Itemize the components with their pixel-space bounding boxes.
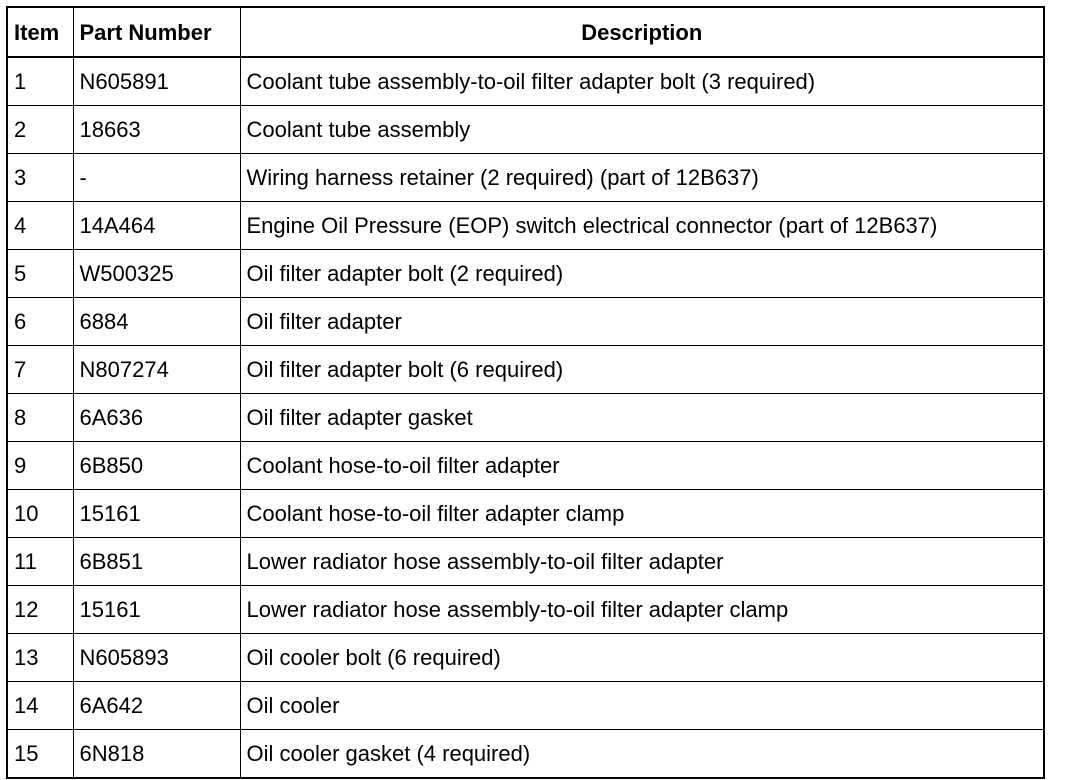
cell-item: 11: [7, 538, 73, 586]
table-row: [7, 57, 1044, 106]
table-row: [7, 106, 1044, 154]
cell-part-number: 6A642: [73, 682, 240, 730]
header-row: [7, 7, 1044, 57]
cell-item: 14: [7, 682, 73, 730]
header-part-number: Part Number: [73, 7, 240, 57]
cell-description: Engine Oil Pressure (EOP) switch electrical connector (part of 12B637): [240, 202, 1044, 250]
table-body: [7, 57, 1044, 778]
table-row: [7, 634, 1044, 682]
table-row: [7, 538, 1044, 586]
cell-description: Coolant hose-to-oil filter adapter clamp: [240, 490, 1044, 538]
table-row: [7, 586, 1044, 634]
cell-part-number: 14A464: [73, 202, 240, 250]
cell-item: 3: [7, 154, 73, 202]
table-row: [7, 730, 1044, 779]
table-row: [7, 394, 1044, 442]
cell-description: Wiring harness retainer (2 required) (part of 12B637): [240, 154, 1044, 202]
table-row: [7, 346, 1044, 394]
parts-table: [6, 6, 1045, 779]
cell-item: 15: [7, 730, 73, 779]
cell-item: 12: [7, 586, 73, 634]
cell-description: Oil cooler gasket (4 required): [240, 730, 1044, 779]
table-row: [7, 250, 1044, 298]
table-row: [7, 442, 1044, 490]
cell-part-number: 6884: [73, 298, 240, 346]
cell-description: Oil filter adapter gasket: [240, 394, 1044, 442]
cell-part-number: 6B850: [73, 442, 240, 490]
cell-item: 8: [7, 394, 73, 442]
table-header: [7, 7, 1044, 57]
cell-part-number: 6N818: [73, 730, 240, 779]
cell-item: 10: [7, 490, 73, 538]
cell-description: Lower radiator hose assembly-to-oil filter adapter: [240, 538, 1044, 586]
header-description: Description: [240, 7, 1044, 57]
table-row: [7, 154, 1044, 202]
cell-part-number: 18663: [73, 106, 240, 154]
cell-part-number: 6A636: [73, 394, 240, 442]
cell-part-number: N807274: [73, 346, 240, 394]
cell-item: 1: [7, 57, 73, 106]
cell-item: 4: [7, 202, 73, 250]
cell-part-number: 15161: [73, 586, 240, 634]
cell-item: 5: [7, 250, 73, 298]
cell-description: Oil filter adapter: [240, 298, 1044, 346]
cell-part-number: W500325: [73, 250, 240, 298]
table-row: [7, 298, 1044, 346]
header-item: Item: [7, 7, 73, 57]
cell-description: Lower radiator hose assembly-to-oil filter adapter clamp: [240, 586, 1044, 634]
cell-part-number: N605893: [73, 634, 240, 682]
cell-part-number: N605891: [73, 57, 240, 106]
cell-part-number: -: [73, 154, 240, 202]
table-row: [7, 490, 1044, 538]
cell-part-number: 15161: [73, 490, 240, 538]
cell-description: Oil filter adapter bolt (6 required): [240, 346, 1044, 394]
cell-item: 9: [7, 442, 73, 490]
cell-part-number: 6B851: [73, 538, 240, 586]
cell-item: 7: [7, 346, 73, 394]
cell-item: 13: [7, 634, 73, 682]
cell-item: 6: [7, 298, 73, 346]
cell-description: Oil cooler: [240, 682, 1044, 730]
table-row: [7, 682, 1044, 730]
cell-description: Coolant tube assembly-to-oil filter adapter bolt (3 required): [240, 57, 1044, 106]
cell-item: 2: [7, 106, 73, 154]
cell-description: Oil cooler bolt (6 required): [240, 634, 1044, 682]
table-row: [7, 202, 1044, 250]
cell-description: Oil filter adapter bolt (2 required): [240, 250, 1044, 298]
cell-description: Coolant hose-to-oil filter adapter: [240, 442, 1044, 490]
cell-description: Coolant tube assembly: [240, 106, 1044, 154]
